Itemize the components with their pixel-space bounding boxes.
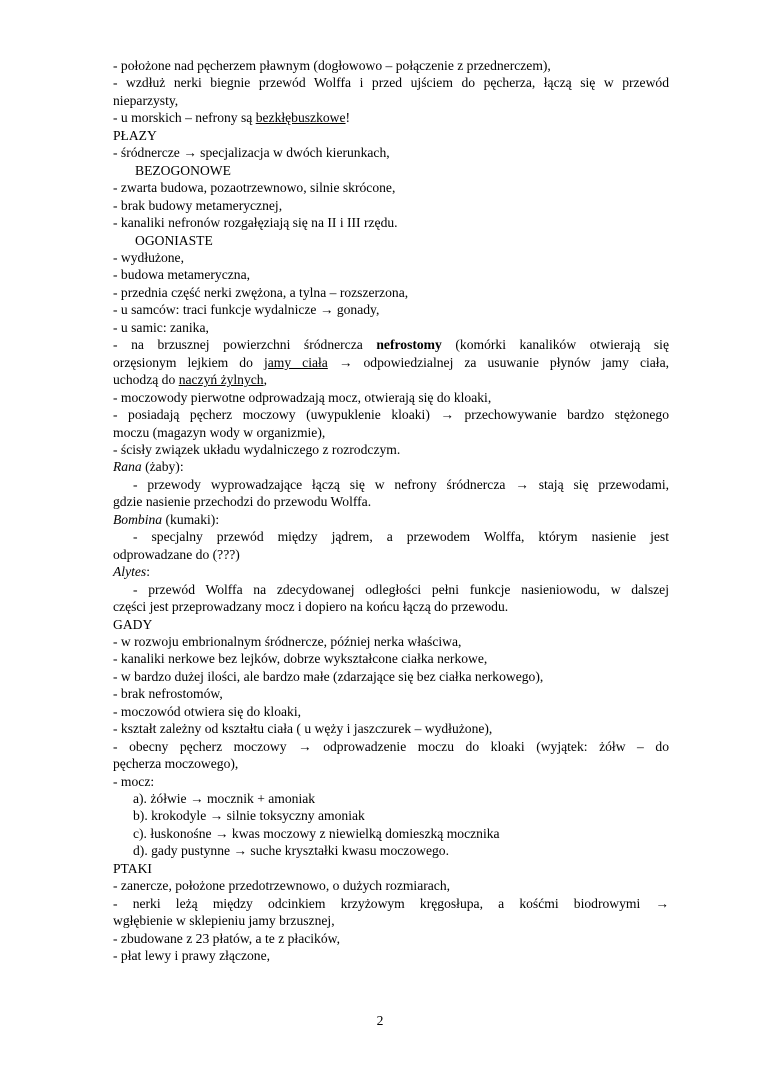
document-body <box>113 57 669 965</box>
text-run: : <box>146 564 150 580</box>
text-run: - na brzusznej powierzchni śródnercza <box>113 337 377 353</box>
subsection-heading-ogoniaste: OGONIASTE <box>135 232 213 248</box>
text-line: - moczowód otwiera się do kloaki, <box>113 703 301 719</box>
text-line: - budowa metameryczna, <box>113 267 251 283</box>
text-line: - zwarta budowa, pozaotrzewnowo, silnie skrócone, <box>113 180 396 196</box>
subsection-heading-bezogonowe: BEZOGONOWE <box>135 162 231 178</box>
text-line: wgłębienie w sklepieniu jamy brzusznej, <box>113 913 335 929</box>
text-run: (komórki kanalików otwierają się <box>441 337 669 353</box>
text-line: części jest przeprowadzany mocz i dopiero na końcu łączą do przewodu. <box>113 599 509 615</box>
text-line: - kanaliki nefronów rozgałęziają się na II i III rzędu. <box>113 215 398 231</box>
underlined-term: jamy ciała <box>263 354 328 370</box>
text-line: - brak budowy metamerycznej, <box>113 197 283 213</box>
text-run: - u morskich – nefrony są <box>113 110 256 126</box>
text-line: - obecny pęcherz moczowy → odprowadzenie moczu do kloaki (wyjątek: żółw – do <box>113 738 669 754</box>
text-line: - moczowody pierwotne odprowadzają mocz, otwierają się do kloaki, <box>113 389 492 405</box>
text-line: - kształt zależny od kształtu ciała ( u węży i jaszczurek – wydłużone), <box>113 721 493 737</box>
bold-term: nefrostomy <box>376 337 442 353</box>
text-line: - śródnercze → specjalizacja w dwóch kierunkach, <box>113 145 390 161</box>
list-item: a). żółwie → mocznik + amoniak <box>133 791 316 807</box>
italic-term: Bombina <box>113 511 163 527</box>
text-line: - w rozwoju embrionalnym śródnercze, później nerka właściwa, <box>113 633 462 649</box>
text-line: - ścisły związek układu wydalniczego z rozrodczym. <box>113 441 401 457</box>
genus-heading-alytes <box>113 563 669 580</box>
italic-term: Rana <box>113 459 142 475</box>
text-run: orzęsionym lejkiem do <box>113 354 264 370</box>
section-heading-ptaki: PTAKI <box>113 860 152 876</box>
text-line: - kanaliki nerkowe bez lejków, dobrze wykształcone ciałka nerkowe, <box>113 651 488 667</box>
italic-term: Alytes <box>113 564 147 580</box>
genus-heading-rana <box>113 458 669 475</box>
text-line: - płat lewy i prawy złączone, <box>113 948 271 964</box>
text-line: nieparzysty, <box>113 92 179 108</box>
list-item: b). krokodyle → silnie toksyczny amoniak <box>133 808 365 824</box>
text-line: - nerki leżą między odcinkiem krzyżowym kręgosłupa, a kośćmi biodrowymi → <box>113 895 669 911</box>
text-line: - zbudowane z 23 płatów, a te z płacików, <box>113 930 340 946</box>
text-line: - specjalny przewód między jądrem, a przewodem Wolffa, którym nasienie jest <box>133 529 669 545</box>
genus-heading-bombina <box>113 511 669 528</box>
text-line: - mocz: <box>113 773 155 789</box>
text-line: - brak nefrostomów, <box>113 686 223 702</box>
text-line: - przewód Wolffa na zdecydowanej odległości pełni funkcje nasieniowodu, w dalszej <box>133 581 669 597</box>
text-line <box>113 371 669 388</box>
text-line: - wydłużone, <box>113 249 184 265</box>
text-line: - przewody wyprowadzające łączą się w nefrony śródnercza → stają się przewodami, <box>133 476 669 492</box>
text-line: - u samców: traci funkcje wydalnicze → gonady, <box>113 302 380 318</box>
text-line <box>113 354 669 371</box>
text-line: moczu (magazyn wody w organizmie), <box>113 424 326 440</box>
text-line: pęcherza moczowego), <box>113 756 239 772</box>
underlined-term: naczyń żylnych <box>178 372 264 388</box>
section-heading-gady: GADY <box>113 616 153 632</box>
text-line <box>113 109 669 126</box>
underlined-term: bezkłębuszkowe <box>255 110 346 126</box>
page-number: 2 <box>376 1013 384 1028</box>
text-line: - u samic: zanika, <box>113 319 209 335</box>
text-line: - wzdłuż nerki biegnie przewód Wolffa i przed ujściem do pęcherza, łączą się w przewód <box>113 75 669 91</box>
text-line: gdzie nasienie przechodzi do przewodu Wolffa. <box>113 494 372 510</box>
text-line: - w bardzo dużej ilości, ale bardzo małe (zdarzające się bez ciałka nerkowego), <box>113 668 544 684</box>
text-run: ! <box>345 110 351 126</box>
text-line: - przednia część nerki zwężona, a tylna – rozszerzona, <box>113 284 409 300</box>
text-run: → odpowiedzialnej za usuwanie płynów jamy ciała, <box>327 354 670 370</box>
text-line: - posiadają pęcherz moczowy (uwypuklenie kloaki) → przechowywanie bardzo stężonego <box>113 407 669 423</box>
section-heading-plazy: PŁAZY <box>113 127 157 143</box>
text-run: uchodzą do <box>113 372 179 388</box>
text-run: (żaby): <box>141 459 184 475</box>
text-line: odprowadzane do (???) <box>113 546 240 562</box>
text-run: (kumaki): <box>162 511 220 527</box>
list-item: c). łuskonośne → kwas moczowy z niewielką domieszką mocznika <box>133 825 500 841</box>
list-item: d). gady pustynne → suche kryształki kwasu moczowego. <box>133 843 449 859</box>
text-run: , <box>263 372 268 388</box>
text-line <box>113 336 669 353</box>
text-line: - położone nad pęcherzem pławnym (dogłowowo – połączenie z przednerczem), <box>113 58 551 73</box>
text-line: - zanercze, położone przedotrzewnowo, o dużych rozmiarach, <box>113 878 451 894</box>
